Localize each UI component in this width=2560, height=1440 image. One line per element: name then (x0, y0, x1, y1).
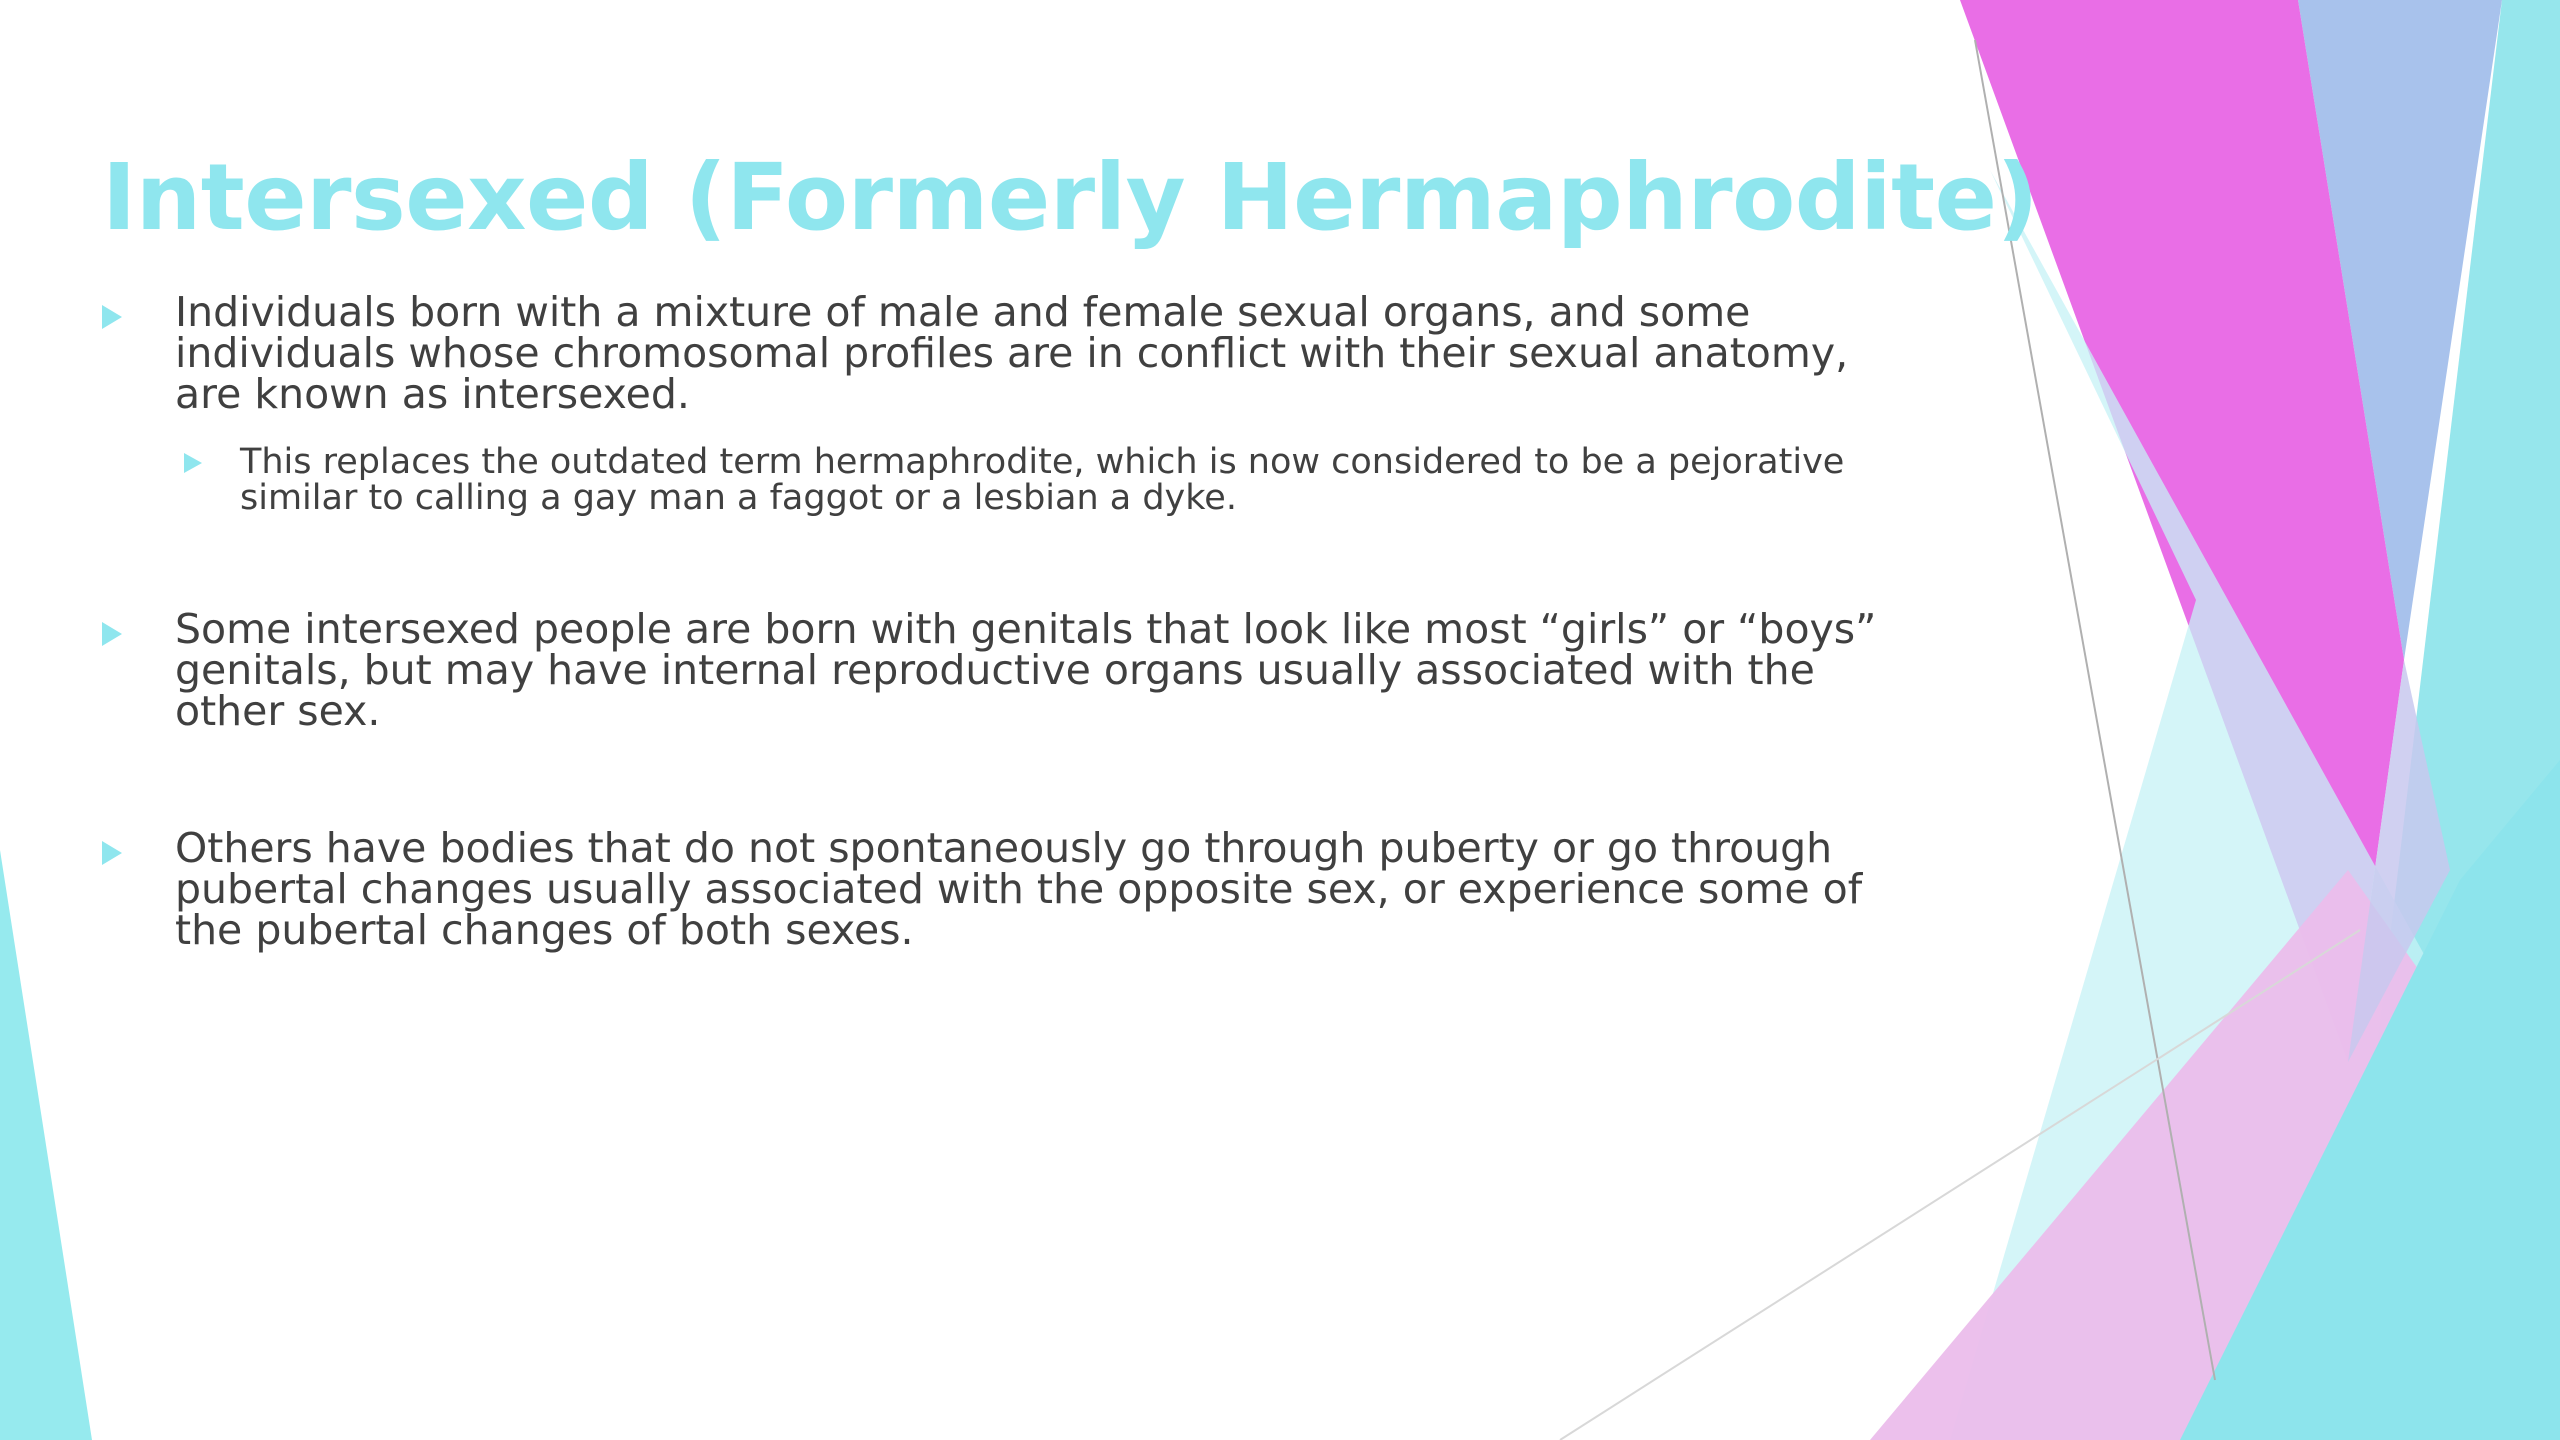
bullet-item-3 (102, 824, 1902, 954)
bullet-item-1 (102, 288, 1902, 418)
left-cyan-wedge (0, 850, 92, 1440)
sub-bullet-item-1 (184, 444, 1902, 516)
slide-title: Intersexed (Formerly Hermaphrodite) (102, 144, 2039, 251)
triangle-bullet-icon (184, 453, 202, 473)
sub-bullet-text-1: This replaces the outdated term hermaphrodite, which is now considered to be a pejorative similar to calling a gay man a faggot or a lesbian a dyke. (240, 442, 1845, 518)
triangle-bullet-icon (102, 305, 122, 329)
bullet-text-2: Some intersexed people are born with genitals that look like most “girls” or “boys” genitals, but may have internal reproductive organs usually associated with the other sex. (175, 605, 1877, 735)
triangle-bullet-icon (102, 841, 122, 865)
bullet-item-2 (102, 605, 1902, 735)
bullet-text-3: Others have bodies that do not spontaneously go through puberty or go through pubertal changes usually associated with the opposite sex, or experience some of the pubertal changes of both sexes. (175, 824, 1863, 954)
bullet-list (102, 288, 1902, 954)
bullet-text-1: Individuals born with a mixture of male and female sexual organs, and some individuals whose chromosomal profiles are in conflict with their sexual anatomy, are known as intersexed. (175, 288, 1849, 418)
triangle-bullet-icon (102, 622, 122, 646)
